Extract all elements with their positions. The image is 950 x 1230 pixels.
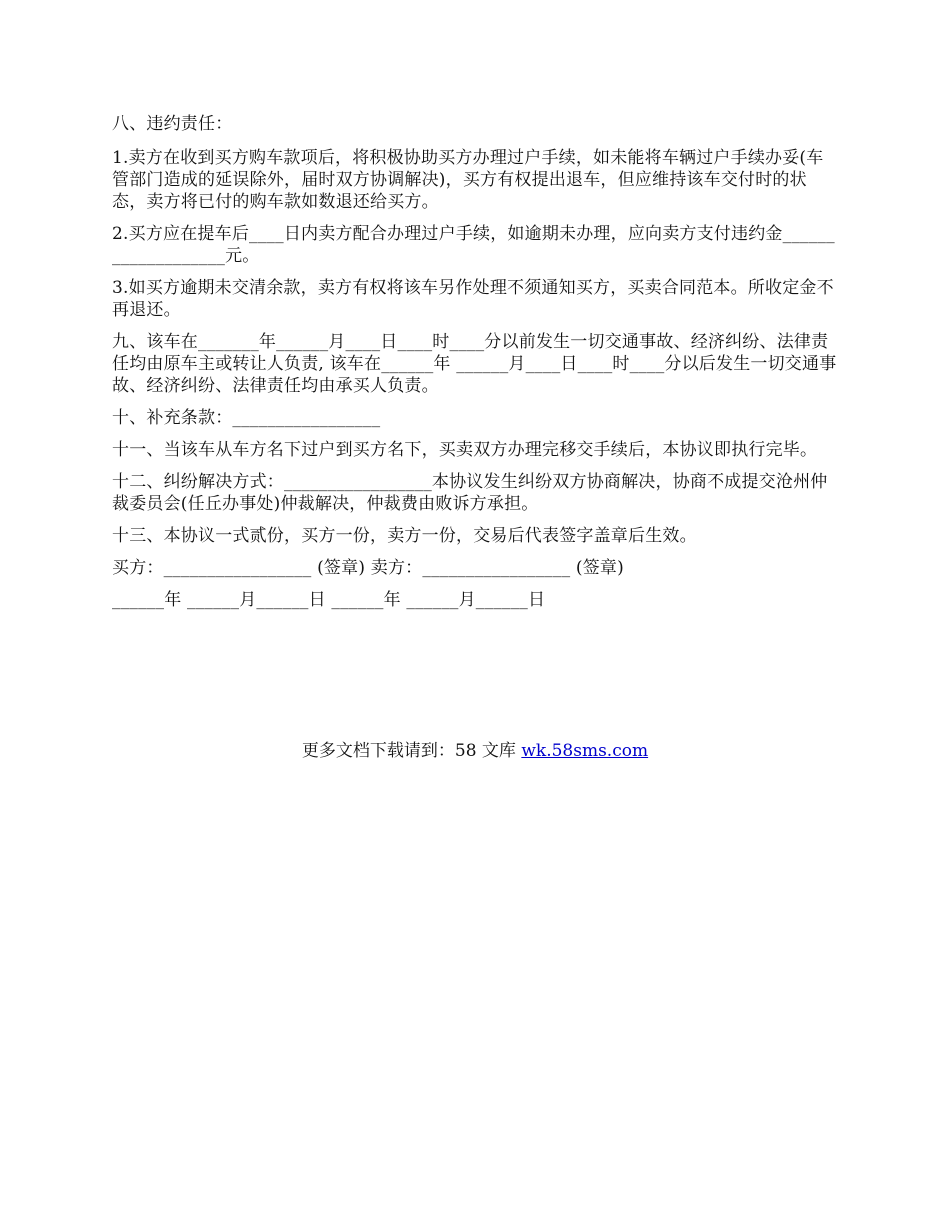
signature-line: 买方：_________________ (签章) 卖方：_________________ (签章) xyxy=(112,558,624,578)
footer xyxy=(0,740,950,762)
section-11: 十一、当该车从车方名下过户到买方名下，买卖双方办理完移交手续后，本协议即执行完毕。 xyxy=(112,440,818,460)
section-12: 十二、纠纷解决方式：_________________本协议发生纠纷双方协商解决，协商不成提交沧州仲裁委员会(任丘办事处)仲裁解决，仲裁费由败诉方承担。 xyxy=(112,472,828,514)
section-9: 九、该车在_______年______月____日____时____分以前发生一切交通事故、经济纠纷、法律责任均由原车主或转让人负责, 该车在______年 ______月____日____时____分以后发生一切交通事故、经济纠纷、法律责任均由承买人负责。 xyxy=(112,332,837,396)
clause-8-2: 2.买方应在提车后____日内卖方配合办理过户手续，如逾期未办理，应向卖方支付违约金___________________元。 xyxy=(112,224,835,266)
clause-8-1: 1.卖方在收到买方购车款项后，将积极协助买方办理过户手续，如未能将车辆过户手续办妥(车管部门造成的延误除外，届时双方协调解决)，买方有权提出退车，但应维持该车交付时的状态，卖方将已付的购车款如数退还给买方。 xyxy=(112,148,824,212)
date-line: ______年 ______月______日 ______年 ______月______日 xyxy=(112,590,546,610)
footer-link[interactable]: wk.58sms.com xyxy=(521,741,649,761)
clause-8-3: 3.如买方逾期未交清余款，卖方有权将该车另作处理不须通知买方，买卖合同范本。所收定金不再退还。 xyxy=(112,278,834,320)
document-body xyxy=(112,113,840,621)
section-13: 十三、本协议一式贰份，买方一份，卖方一份，交易后代表签字盖章后生效。 xyxy=(112,526,697,546)
section-10: 十、补充条款：_________________ xyxy=(112,408,381,428)
section-8-heading: 八、违约责任： xyxy=(112,114,233,134)
footer-text: 更多文档下载请到：58 文库 xyxy=(301,741,522,761)
